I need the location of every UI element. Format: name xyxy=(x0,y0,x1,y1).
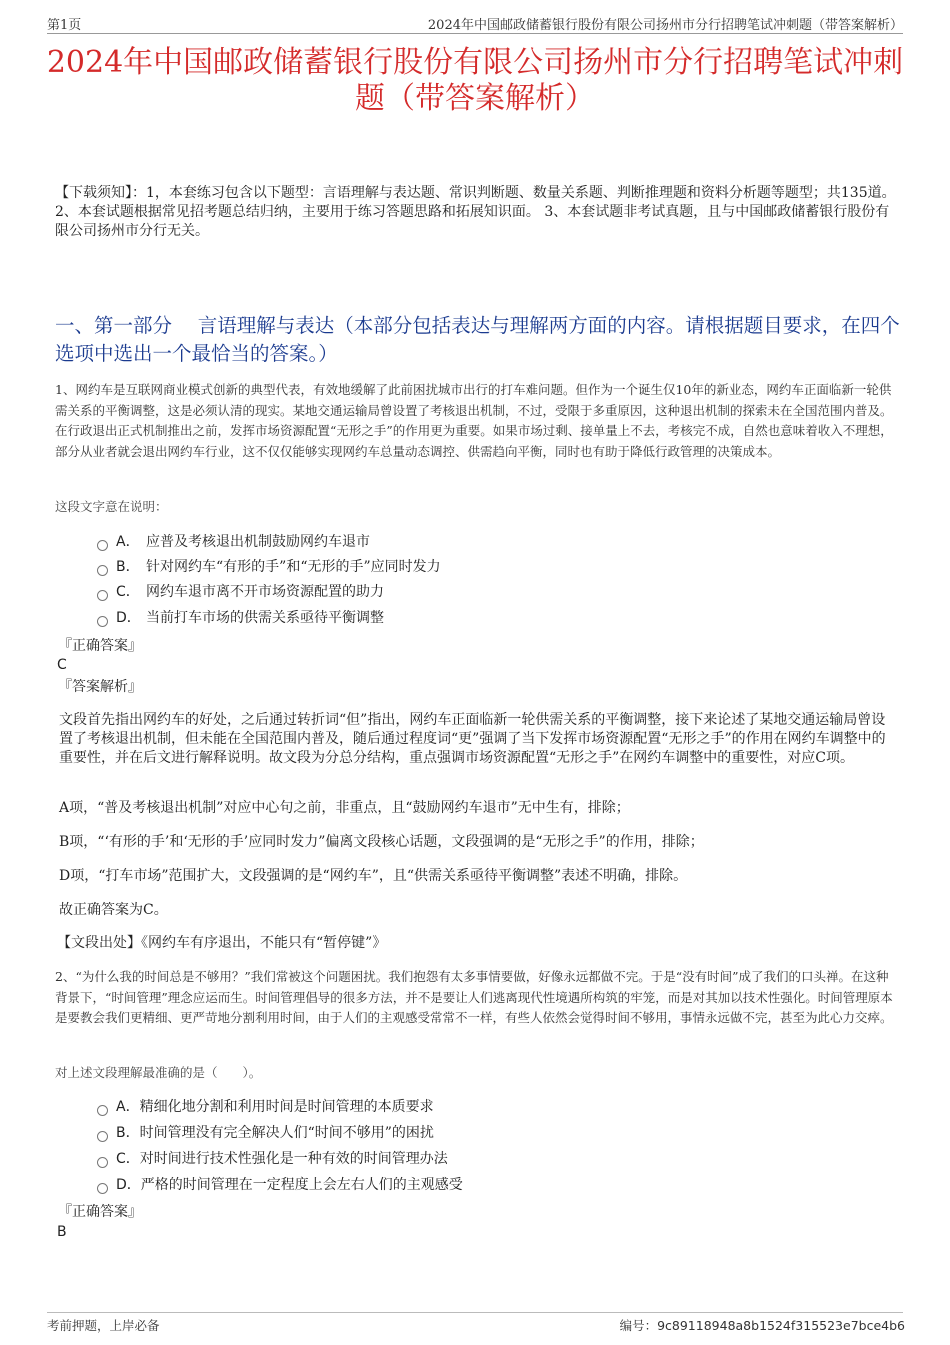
option-letter: A． xyxy=(116,1099,140,1115)
question-2-option-a[interactable] xyxy=(97,1097,434,1117)
option-text: 应普及考核退出机制鼓励网约车退市 xyxy=(146,534,370,550)
option-text: 精细化地分割和利用时间是时间管理的本质要求 xyxy=(139,1099,434,1115)
option-letter: C． xyxy=(116,1151,140,1167)
page-number: 第1页 xyxy=(47,18,82,33)
question-2-answer-label: 『正确答案』 xyxy=(58,1204,142,1220)
footer-code xyxy=(620,1316,905,1334)
option-text: 对时间进行技术性强化是一种有效的时间管理办法 xyxy=(139,1151,448,1167)
option-text: 网约车退市离不开市场资源配置的助力 xyxy=(146,584,384,600)
option-letter: B． xyxy=(116,559,140,575)
radio-icon[interactable] xyxy=(97,565,108,576)
option-letter: C． xyxy=(116,584,140,600)
question-1-answer: C xyxy=(57,657,67,673)
question-1-analysis-b: B项，“‘有形的手’和‘无形的手’应同时发力”偏离文段核心话题，文段强调的是“无形之手”的作用，排除； xyxy=(59,834,704,850)
question-1-source: 【文段出处】《网约车有序退出，不能只有“暂停键”》 xyxy=(57,935,387,951)
option-text: 针对网约车“有形的手”和“无形的手”应同时发力 xyxy=(146,559,441,575)
question-1-option-d[interactable] xyxy=(97,608,384,628)
question-1-option-a[interactable] xyxy=(97,532,370,552)
question-2-stem: 对上述文段理解最准确的是（ ）。 xyxy=(55,1065,262,1080)
option-text: 严格的时间管理在一定程度上会左右人们的主观感受 xyxy=(140,1177,463,1193)
section-title: 一、第一部分 言语理解与表达（本部分包括表达与理解两方面的内容。请根据题目要求，在四个选项中选出一个最恰当的答案。） xyxy=(55,314,900,365)
question-1-analysis-conclusion: 故正确答案为C。 xyxy=(59,902,168,918)
question-1-answer-label: 『正确答案』 xyxy=(58,638,142,654)
question-1-analysis-d: D项，“打车市场”范围扩大，文段强调的是“网约车”，且“供需关系亟待平衡调整”表述不明确，排除。 xyxy=(59,868,688,884)
footer-code-value: 9c89118948a8b1524f315523e7bce4b6 xyxy=(657,1318,905,1333)
radio-icon[interactable] xyxy=(97,1105,108,1116)
radio-icon[interactable] xyxy=(97,540,108,551)
document-title: 2024年中国邮政储蓄银行股份有限公司扬州市分行招聘笔试冲刺题（带答案解析） xyxy=(46,45,904,116)
header-divider xyxy=(47,33,903,34)
question-1-analysis-label: 『答案解析』 xyxy=(58,679,142,695)
option-letter: B． xyxy=(116,1125,140,1141)
footer-code-label: 编号： xyxy=(619,1318,658,1333)
question-2-passage: 2、“为什么我的时间总是不够用？”我们常被这个问题困扰。我们抱怨有太多事情要做，好像永远都做不完。于是“没有时间”成了我们的口头禅。在这种背景下，“时间管理”理念应运而生。时间管理倡导的很多方法，并不是要让人们逃离现代性境遇所构筑的牢笼，而是对其加以技术性强化。时间管理原本是要教会我们更精细、更严苛地分割利用时间，由于人们的主观感受常常不一样，有些人依然会觉得时间不够用，事情永远做不完，甚至为此心力交瘁。 xyxy=(55,969,893,1025)
option-letter: A． xyxy=(116,534,140,550)
header-doc-title: 2024年中国邮政储蓄银行股份有限公司扬州市分行招聘笔试冲刺题（带答案解析） xyxy=(427,18,903,33)
option-letter: D． xyxy=(116,1177,141,1193)
question-2-option-b[interactable] xyxy=(97,1123,434,1143)
download-notice: 【下载须知】：1，本套练习包含以下题型：言语理解与表达题、常识判断题、数量关系题、判断推理题和资料分析题等题型；共135道。 2、本套试题根据常见招考题总结归纳，主要用于练习答题思路和拓展知识面。 3、本套试题非考试真题，且与中国邮政储蓄银行股份有限公司扬州市分行无关。 xyxy=(55,185,896,239)
footer-slogan: 考前押题，上岸必备 xyxy=(47,1318,160,1333)
question-1-option-c[interactable] xyxy=(97,582,384,602)
footer-divider xyxy=(47,1312,903,1313)
question-1-stem: 这段文字意在说明： xyxy=(55,499,168,514)
question-2-option-c[interactable] xyxy=(97,1149,448,1169)
question-1-analysis-main: 文段首先指出网约车的好处，之后通过转折词“但”指出，网约车正面临新一轮供需关系的平衡调整，接下来论述了某地交通运输局曾设置了考核退出机制，但未能在全国范围内普及，随后通过程度词“更”强调了当下发挥市场资源配置“无形之手”的作用在网约车调整中的重要性，并在后文进行解释说明。故文段为分总分结构，重点强调市场资源配置“无形之手”在网约车调整中的重要性，对应C项。 xyxy=(59,712,886,766)
radio-icon[interactable] xyxy=(97,1157,108,1168)
radio-icon[interactable] xyxy=(97,590,108,601)
option-text: 时间管理没有完全解决人们“时间不够用”的困扰 xyxy=(139,1125,434,1141)
question-1-option-b[interactable] xyxy=(97,557,441,577)
question-1-passage: 1、网约车是互联网商业模式创新的典型代表，有效地缓解了此前困扰城市出行的打车难问题。但作为一个诞生仅10年的新业态，网约车正面临新一轮供需关系的平衡调整，这是必须认清的现实。某地交通运输局曾设置了考核退出机制，不过，受限于多重原因，这种退出机制的探索未在全国范围内普及。在行政退出正式机制推出之前，发挥市场资源配置“无形之手”的作用更为重要。如果市场过剩、接单量上不去，考核完不成，自然也意味着收入不理想，部分从业者就会退出网约车行业，这不仅仅能够实现网约车总量动态调控、供需趋向平衡，同时也有助于降低行政管理的决策成本。 xyxy=(55,382,893,459)
radio-icon[interactable] xyxy=(97,1131,108,1142)
radio-icon[interactable] xyxy=(97,616,108,627)
question-2-answer: B xyxy=(57,1224,67,1240)
radio-icon[interactable] xyxy=(97,1183,108,1194)
question-1-analysis-a: A项，“普及考核退出机制”对应中心句之前，非重点，且“鼓励网约车退市”无中生有，排除； xyxy=(59,800,630,816)
question-2-option-d[interactable] xyxy=(97,1175,463,1195)
option-text: 当前打车市场的供需关系亟待平衡调整 xyxy=(146,610,384,626)
option-letter: D． xyxy=(116,610,141,626)
